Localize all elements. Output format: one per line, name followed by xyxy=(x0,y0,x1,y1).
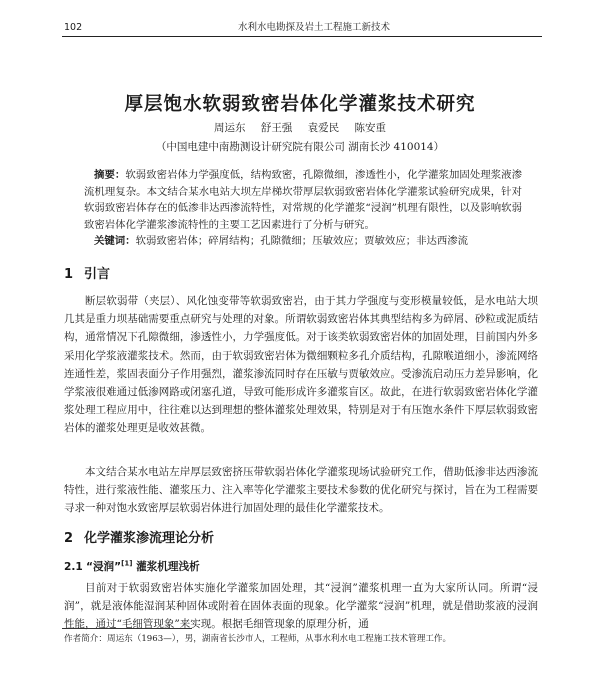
body-paragraph: 本文结合某水电站左岸厚层致密挤压带软弱岩体化学灌浆现场试验研究工作，借助低渗非达西渗流特性，进行浆液性能、灌浆压力、注入率等化学灌浆主要技术参数的优化研究与探讨，旨在为工程需要寻求一种对饱水致密厚层软弱岩体进行加固处理的最佳化学灌浆技术。 xyxy=(64,466,538,515)
section-heading-1 xyxy=(64,263,110,282)
abstract-label: 摘要： xyxy=(94,169,126,181)
footnote-divider xyxy=(62,628,192,629)
author-list xyxy=(0,120,600,135)
body-paragraph: 断层软弱带（夹层）、风化蚀变带等软弱致密岩，由于其力学强度与变形模量较低，是水电站大坝几其是重力坝基础需要重点研究与处理的对象。所谓软弱致密岩体其典型结构多为碎屑、砂粒或泥质结构，通常情况下孔隙微细，渗透性小，力学强度低。对于该类软弱致密岩体的加固处理，目前国内外多采用化学浆液灌浆技术。然而，由于软弱致密岩体为微细颗粒多孔介质结构，孔隙喉道细小，渗流网络连通性差，浆固表面分子作用强烈，灌浆渗流同时存在压敏与贾敏效应。受渗流启动压力差异影响，化学浆液很难通过低渗网路或闭塞孔道，导致可能形成许多灌浆盲区。故此，在进行软弱致密岩体化学灌浆处理工程应用中，往往难以达到理想的整体灌浆处理效果，特别是对于有压饱水条件下厚层软弱致密岩体的灌浆处理更是收效甚微。 xyxy=(64,295,538,435)
section-number: 1 xyxy=(64,267,74,282)
subsection-number: 2.1 xyxy=(64,561,83,573)
footnote: 作者简介：周运东（1963—），男，湖南省长沙市人，工程师，从事水利水电工程施工技术管理工作。 xyxy=(64,634,452,644)
body-paragraph: 目前对于软弱致密岩体实施化学灌浆加固处理，其“浸润”灌浆机理一直为大家所认同。所谓“浸润”，就是液体能湿润某种固体或附着在固体表面的现象。化学灌浆“浸润”机理，就是借助浆液的浸润性能，通过“毛细管现象”来实现。根据毛细管现象的原理分析，通 xyxy=(64,582,538,631)
running-header xyxy=(62,22,542,37)
keywords-label: 关键词： xyxy=(94,235,136,247)
journal-name: 水利水电勘探及岩土工程施工新技术 xyxy=(238,22,391,33)
author: 袁爱民 xyxy=(307,122,340,134)
subsection-title: 灌浆机理浅析 xyxy=(136,561,200,573)
section-number: 2 xyxy=(64,531,74,546)
citation-ref: [1] xyxy=(121,559,133,568)
author: 舒王强 xyxy=(260,122,293,134)
affiliation: （中国电建中南勘测设计研究院有限公司 湖南长沙 410014） xyxy=(155,141,445,153)
subsection-heading xyxy=(64,559,200,574)
subsection-quote: “浸润” xyxy=(86,561,122,573)
abstract xyxy=(84,167,522,233)
section-title: 引言 xyxy=(84,267,111,282)
author: 陈安重 xyxy=(354,122,387,134)
paper-title: 厚层饱水软弱致密岩体化学灌浆技术研究 xyxy=(124,94,476,116)
page-number: 102 xyxy=(64,22,83,33)
author: 周运东 xyxy=(213,122,246,134)
section-title: 化学灌浆渗流理论分析 xyxy=(84,531,215,546)
keywords-text: 软弱致密岩体；碎屑结构；孔隙微细；压敏效应；贾敏效应；非达西渗流 xyxy=(135,235,469,247)
abstract-text: 软弱致密岩体力学强度低，结构致密，孔隙微细，渗透性小，化学灌浆加固处理浆液渗流机理复杂。本文结合某水电站大坝左岸梯坎带厚层软弱致密岩体化学灌浆试验研究成果，针对软弱致密岩体存在的低渗非达西渗流特性，对常规的化学灌浆“浸润”机理有限性，以及影响软弱致密岩体化学灌浆渗流特性的主要工艺因素进行了分析与研究。 xyxy=(84,169,523,231)
keywords xyxy=(94,234,524,248)
section-heading-2 xyxy=(64,527,214,546)
